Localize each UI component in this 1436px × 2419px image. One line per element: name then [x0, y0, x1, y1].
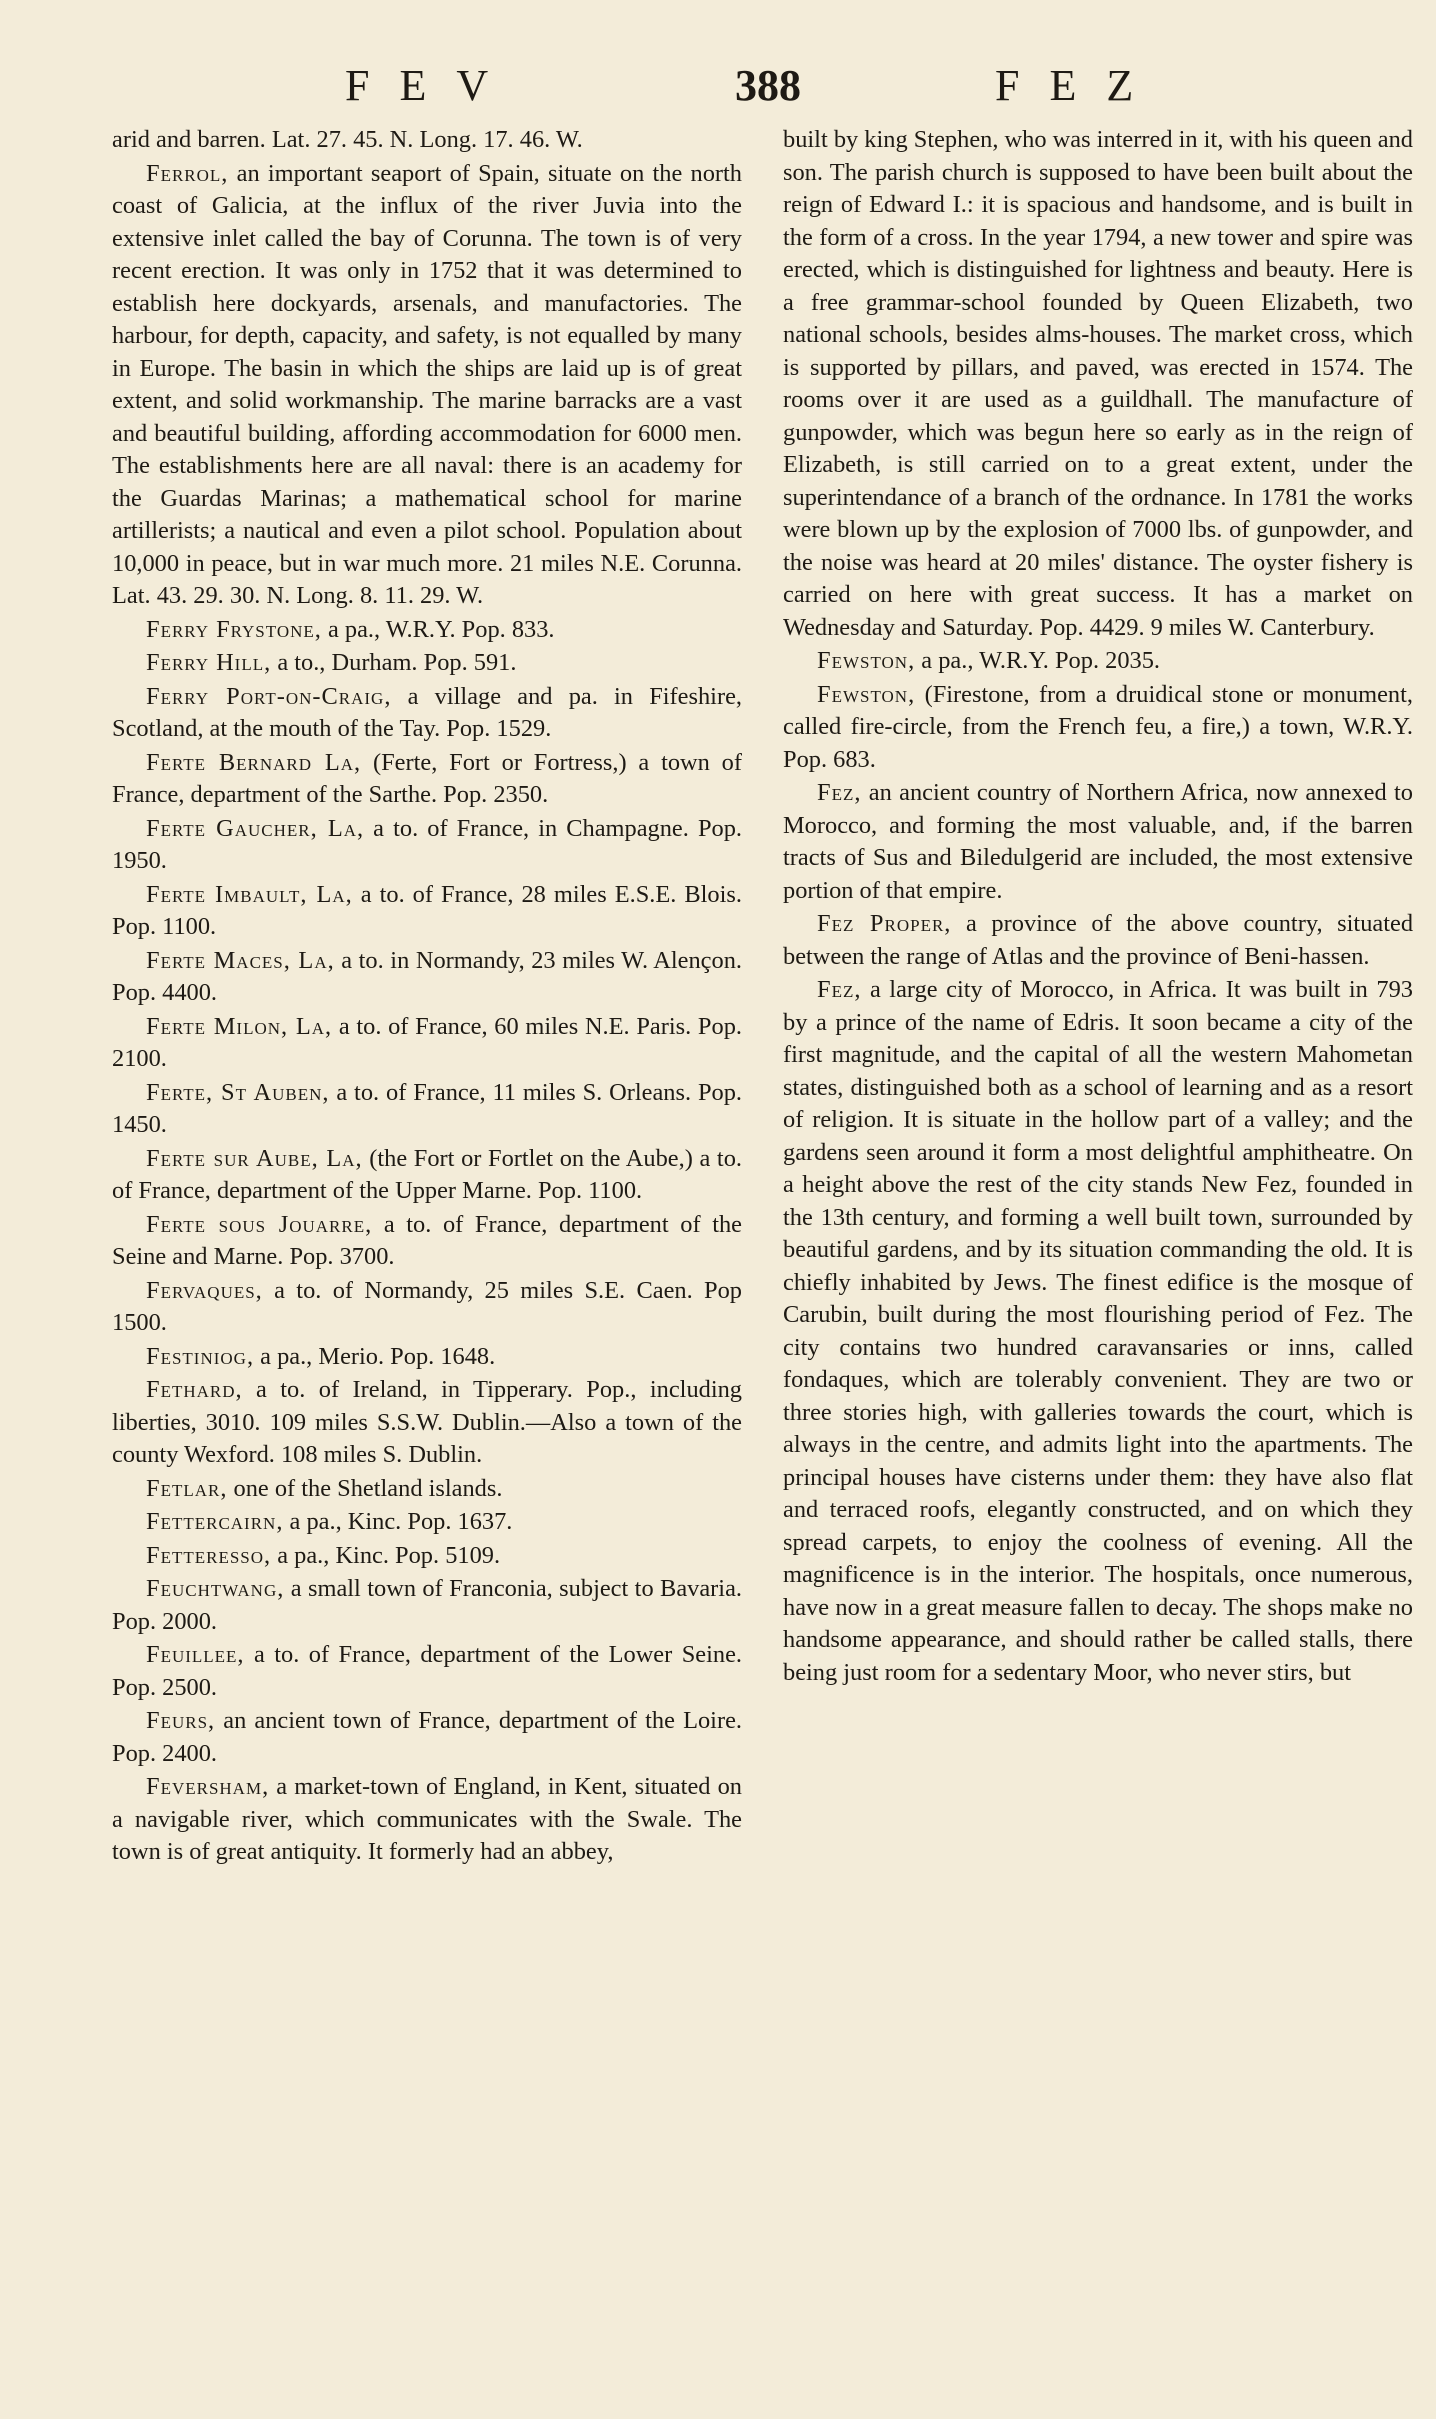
entry-text: a to., Durham. Pop. 591. — [271, 649, 517, 676]
entry-headword: Festiniog, — [146, 1342, 255, 1370]
gazetteer-entry — [112, 124, 742, 157]
page-number: 388 — [735, 61, 801, 110]
entry-headword: Fetlar, — [146, 1474, 228, 1502]
gazetteer-entry — [112, 158, 742, 613]
entry-headword: Ferte, St Auben, — [146, 1078, 330, 1106]
gazetteer-entry — [112, 813, 742, 878]
gazetteer-entry — [112, 647, 742, 680]
entry-text: a to. of France, 60 miles N.E. Paris. Pop. 2100. — [112, 1012, 742, 1072]
entry-text: a to. of Normandy, 25 miles S.E. Caen. Pop 1500. — [112, 1276, 742, 1336]
entry-headword: Ferrol, — [146, 159, 229, 187]
left-column — [112, 124, 742, 2392]
entry-headword: Fewston, — [817, 680, 916, 708]
gazetteer-entry — [112, 1540, 742, 1573]
entry-text: an ancient town of France, department of the Loire. Pop. 2400. — [112, 1707, 742, 1767]
gazetteer-entry — [112, 1209, 742, 1274]
entry-text: a pa., W.R.Y. Pop. 833. — [321, 615, 555, 643]
entry-headword: Ferte Milon, La, — [146, 1012, 333, 1040]
entry-headword: Fethard, — [146, 1376, 243, 1403]
entry-text: a to. of France, department of the Seine and Marne. Pop. 3700. — [112, 1210, 742, 1270]
entry-headword: Ferte sur Aube, La, — [146, 1144, 363, 1172]
entry-headword: Feuillee, — [146, 1641, 245, 1668]
gazetteer-entry — [112, 879, 742, 944]
header-left-guide-word: FEV — [345, 61, 519, 110]
entry-text: a to. of France, 11 miles S. Orleans. Pop. 1450. — [112, 1078, 742, 1138]
entry-headword: Fettercairn, — [146, 1508, 284, 1535]
entry-text: a large city of Morocco, in Africa. It was built in 793 by a prince of the name of Edris. It soon became a city of the first magnitude, and the capital of all the western Mahometan states, distinguished both as a school of learning and as a resort of religion. It is situate in the hollow part of a valley; and the gardens seen around it form a most delightful amphitheatre. On a height above the rest of the city stands New Fez, founded in the 13th century, and forming a well built town, surrounded by beautiful gardens, and by its situation commanding the old. It is chiefly inhabited by Jews. The finest edifice is the mosque of Carubin, built during the most flourishing period of Fez. The city contains two hundred caravansaries or inns, called fondaques, which are tolerably convenient. They are two or three stories high, with galleries towards the court, which is always in the centre, and admits light into the apartments. The principal houses have cisterns under them: they have also flat and terraced roofs, elegantly constructed, and on which they spread carpets, to enjoy the coolness of evening. All the magnificence is in the interior. The hospitals, once numerous, have now in a great measure fallen to decay. The shops make no handsome appearance, and should rather be called stalls, there being just room for a sedentary Moor, who never stirs, but — [783, 976, 1413, 1686]
entry-headword: Ferte Maces, La, — [146, 946, 335, 974]
gazetteer-entry — [783, 908, 1413, 973]
entry-headword: Ferry Port-on-Craig, — [146, 682, 392, 710]
entry-text: a to. of Ireland, in Tipperary. Pop., including liberties, 3010. 109 miles S.S.W. Dublin.—Also a town of the county Wexford. 108 miles S. Dublin. — [112, 1376, 742, 1468]
gazetteer-entry — [112, 747, 742, 812]
gazetteer-entry — [112, 1374, 742, 1472]
entry-text: a to. of France, 28 miles E.S.E. Blois. Pop. 1100. — [112, 880, 742, 940]
gazetteer-entry — [112, 945, 742, 1010]
running-header — [110, 60, 1326, 120]
gazetteer-entry — [783, 777, 1413, 907]
gazetteer-entry — [112, 681, 742, 746]
entry-headword: Fetteresso, — [146, 1541, 272, 1569]
entry-text: a to. of France, department of the Lower Seine. Pop. 2500. — [112, 1641, 742, 1701]
entry-text: (the Fort or Fortlet on the Aube,) a to. of France, department of the Upper Marne. Pop. 1100. — [112, 1144, 742, 1204]
entry-headword: Fez, — [817, 976, 862, 1003]
entry-headword: Ferte Bernard La, — [146, 748, 362, 776]
entry-text: an important seaport of Spain, situate on the north coast of Galicia, at the influx of the river Juvia into the extensive inlet called the bay of Corunna. The town is of very recent erection. It was only in 1752 that it was determined to establish here dockyards, arsenals, and manufactories. The harbour, for depth, capacity, and safety, is not equalled by many in Europe. The basin in which the ships are laid up is of great extent, and solid workmanship. The marine barracks are a vast and beautiful building, affording accommodation for 6000 men. The establishments here are all naval: there is an academy for the Guardas Marinas; a mathematical school for marine artillerists; a nautical and even a pilot school. Population about 10,000 in peace, but in war much more. 21 miles N.E. Corunna. Lat. 43. 29. 30. N. Long. 8. 11. 29. W. — [112, 159, 742, 609]
entry-headword: Ferry Hill, — [146, 649, 272, 676]
entry-text: (Firestone, from a druidical stone or monument, called fire-circle, from the French feu, a fire,) a town, W.R.Y. Pop. 683. — [783, 680, 1413, 773]
entry-headword: Ferry Frystone, — [146, 615, 322, 643]
entry-text: a village and pa. in Fifeshire, Scotland, at the mouth of the Tay. Pop. 1529. — [112, 682, 742, 742]
entry-text: an ancient country of Northern Africa, now annexed to Morocco, and forming the most valuable, and, if the barren tracts of Sus and Biledulgerid are included, the most extensive portion of that empire. — [783, 779, 1413, 904]
gazetteer-entry — [112, 614, 742, 647]
gazetteer-entry — [783, 124, 1413, 644]
entry-headword: Fewston, — [817, 647, 916, 674]
gazetteer-entry — [783, 645, 1413, 678]
gazetteer-entry — [783, 679, 1413, 777]
entry-headword: Feurs, — [146, 1707, 216, 1734]
entry-headword: Fervaques, — [146, 1276, 263, 1304]
gazetteer-entry — [112, 1473, 742, 1506]
gazetteer-entry — [112, 1771, 742, 1869]
entry-headword: Ferte sous Jouarre, — [146, 1210, 373, 1238]
gazetteer-entry — [112, 1705, 742, 1770]
entry-headword: Ferte Imbault, La, — [146, 880, 353, 908]
header-right-guide-word: FEZ — [995, 61, 1164, 110]
gazetteer-entry — [112, 1639, 742, 1704]
entry-text: a province of the above country, situated between the range of Atlas and the province of Beni-hassen. — [783, 910, 1413, 970]
gazetteer-entry — [112, 1275, 742, 1340]
entry-text: a to. of France, in Champagne. Pop. 1950. — [112, 814, 742, 874]
entry-headword: Fez Proper, — [817, 910, 952, 937]
entry-text: built by king Stephen, who was interred in it, with his queen and son. The parish church is supposed to have been built about the reign of Edward I.: it is spacious and handsome, and is built in the form of a cross. In the year 1794, a new tower and spire was erected, which is distinguished for lightness and beauty. Here is a free grammar-school founded by Queen Elizabeth, two national schools, besides alms-houses. The market cross, which is supported by pillars, and paved, was erected in 1574. The rooms over it are used as a guildhall. The manufacture of gunpowder, which was begun here so early as in the reign of Elizabeth, is still carried on to a great extent, under the superintendance of a branch of the ordnance. In 1781 the works were blown up by the explosion of 7000 lbs. of gunpowder, and the noise was heard at 20 miles' distance. The oyster fishery is carried on here with great success. It has a market on Wednesday and Saturday. Pop. 4429. 9 miles W. Canterbury. — [783, 126, 1413, 641]
gazetteer-entry — [112, 1077, 742, 1142]
gazetteer-entry — [112, 1506, 742, 1539]
entry-text: (Ferte, Fort or Fortress,) a town of France, department of the Sarthe. Pop. 2350. — [112, 748, 742, 808]
entry-text: a pa., W.R.Y. Pop. 2035. — [915, 647, 1161, 674]
entry-text: a small town of Franconia, subject to Bavaria. Pop. 2000. — [112, 1575, 742, 1635]
gazetteer-entry — [783, 974, 1413, 1689]
entry-headword: Fez, — [817, 779, 862, 806]
entry-text: a pa., Kinc. Pop. 5109. — [271, 1541, 501, 1569]
entry-text: a to. in Normandy, 23 miles W. Alençon. Pop. 4400. — [112, 946, 742, 1006]
gazetteer-entry — [112, 1011, 742, 1076]
gazetteer-entry — [112, 1573, 742, 1638]
right-column — [783, 124, 1413, 2392]
entry-text: arid and barren. Lat. 27. 45. N. Long. 17. 46. W. — [112, 126, 583, 153]
entry-headword: Feuchtwang, — [146, 1575, 285, 1602]
entry-headword: Ferte Gaucher, La, — [146, 814, 365, 842]
entry-text: a pa., Merio. Pop. 1648. — [254, 1342, 496, 1370]
entry-text: a pa., Kinc. Pop. 1637. — [283, 1508, 513, 1535]
gazetteer-entry — [112, 1341, 742, 1374]
entry-text: a market-town of England, in Kent, situated on a navigable river, which communicates with the Swale. The town is of great antiquity. It formerly had an abbey, — [112, 1773, 742, 1865]
entry-headword: Feversham, — [146, 1773, 270, 1800]
entry-text: one of the Shetland islands. — [227, 1474, 503, 1502]
gazetteer-entry — [112, 1143, 742, 1208]
